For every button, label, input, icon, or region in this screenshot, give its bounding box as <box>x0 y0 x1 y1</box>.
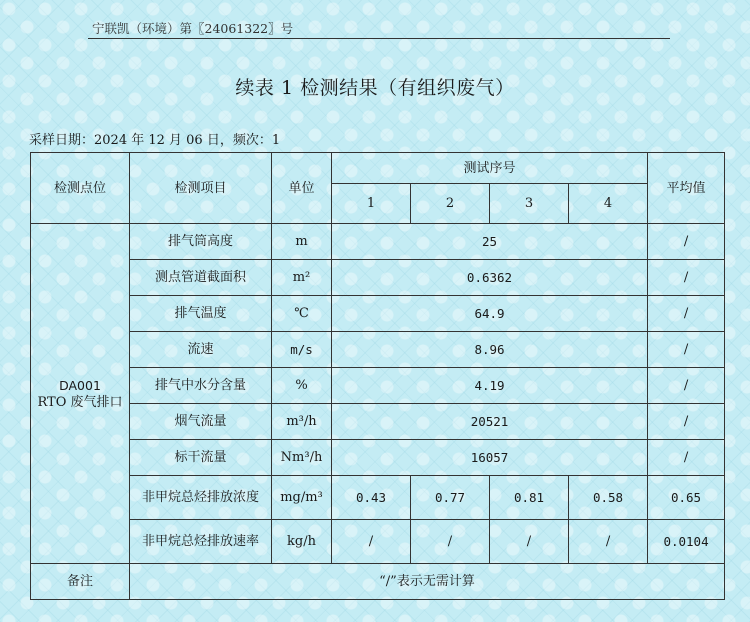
unit-cell: kg/h <box>272 520 332 564</box>
table-row <box>31 368 725 404</box>
point-code: DA001 <box>59 377 101 393</box>
value-cell: 4.19 <box>332 368 648 404</box>
remark-label: 备注 <box>31 564 130 600</box>
item-cell: 排气筒高度 <box>130 224 272 260</box>
header-n1: 1 <box>332 184 411 224</box>
remark-row <box>31 564 725 600</box>
value-cell: 8.96 <box>332 332 648 368</box>
report-number: 宁联凯（环境）第〖24061322〗号 <box>92 21 294 36</box>
point-name: RTO 废气排口 <box>37 394 123 410</box>
value-cell-1: / <box>332 520 411 564</box>
unit-cell: mg/m³ <box>272 476 332 520</box>
avg-cell: / <box>648 440 725 476</box>
unit-cell: m³/h <box>272 404 332 440</box>
avg-cell: / <box>648 224 725 260</box>
avg-cell: 0.0104 <box>648 520 725 564</box>
table-row <box>31 224 725 260</box>
table-row <box>31 440 725 476</box>
table-row-nmhc-concentration <box>31 476 725 520</box>
value-cell-4: 0.58 <box>569 476 648 520</box>
value-cell: 64.9 <box>332 296 648 332</box>
avg-cell: / <box>648 296 725 332</box>
unit-cell: % <box>272 368 332 404</box>
item-cell: 排气温度 <box>130 296 272 332</box>
value-cell: 25 <box>332 224 648 260</box>
table-row <box>31 260 725 296</box>
unit-cell: Nm³/h <box>272 440 332 476</box>
header-test-no: 测试序号 <box>332 153 648 184</box>
value-cell-1: 0.43 <box>332 476 411 520</box>
item-cell: 非甲烷总烃排放速率 <box>130 520 272 564</box>
item-cell: 排气中水分含量 <box>130 368 272 404</box>
unit-cell: m/s <box>272 332 332 368</box>
value-cell-2: / <box>411 520 490 564</box>
item-cell: 流速 <box>130 332 272 368</box>
unit-cell: m² <box>272 260 332 296</box>
header-n4: 4 <box>569 184 648 224</box>
avg-cell: / <box>648 332 725 368</box>
header-n2: 2 <box>411 184 490 224</box>
table-row <box>31 296 725 332</box>
value-cell-3: / <box>490 520 569 564</box>
avg-cell: / <box>648 368 725 404</box>
item-cell: 标干流量 <box>130 440 272 476</box>
results-table <box>30 152 725 600</box>
header-unit: 单位 <box>272 153 332 224</box>
value-cell: 20521 <box>332 404 648 440</box>
unit-cell: ℃ <box>272 296 332 332</box>
header-point: 检测点位 <box>31 153 130 224</box>
avg-cell: 0.65 <box>648 476 725 520</box>
header-n3: 3 <box>490 184 569 224</box>
header-average: 平均值 <box>648 153 725 224</box>
remark-text: “/”表示无需计算 <box>130 564 725 600</box>
table-row <box>31 332 725 368</box>
page-title: 续表 1 检测结果（有组织废气） <box>235 77 515 99</box>
value-cell-3: 0.81 <box>490 476 569 520</box>
sampling-info: 采样日期：2024 年 12 月 06 日，频次：1 <box>29 133 281 148</box>
item-cell: 非甲烷总烃排放浓度 <box>130 476 272 520</box>
header-item: 检测项目 <box>130 153 272 224</box>
monitoring-point <box>31 224 130 564</box>
value-cell-2: 0.77 <box>411 476 490 520</box>
table-row <box>31 404 725 440</box>
header-line <box>88 18 670 39</box>
value-cell: 16057 <box>332 440 648 476</box>
avg-cell: / <box>648 260 725 296</box>
item-cell: 测点管道截面积 <box>130 260 272 296</box>
avg-cell: / <box>648 404 725 440</box>
value-cell-4: / <box>569 520 648 564</box>
header-row-1 <box>31 153 725 184</box>
table-row-nmhc-rate <box>31 520 725 564</box>
unit-cell: m <box>272 224 332 260</box>
item-cell: 烟气流量 <box>130 404 272 440</box>
value-cell: 0.6362 <box>332 260 648 296</box>
